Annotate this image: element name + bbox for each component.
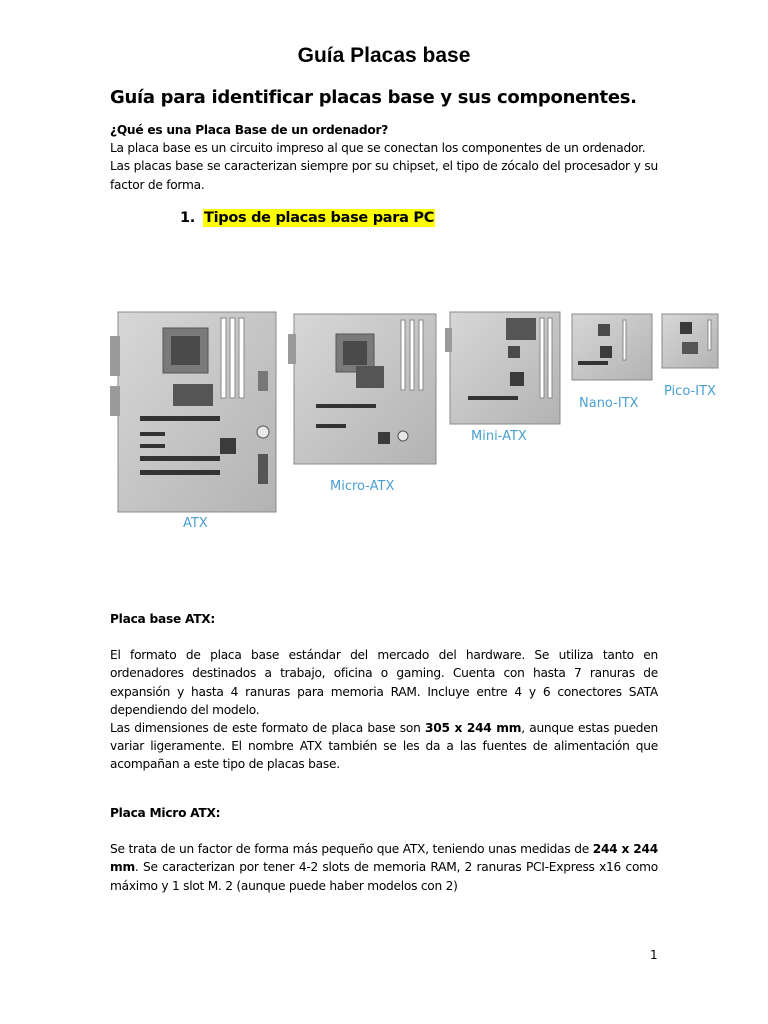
board-label-nanoitx: Nano-ITX: [579, 396, 639, 411]
atx-dimensions: 305 x 244 mm: [425, 721, 522, 736]
microatx-dimensions: 244 x 244 mm: [110, 842, 658, 875]
board-label-miniatx: Mini-ATX: [471, 429, 527, 444]
intro-line-2: Las placas base se caracterizan siempre por su chipset, el tipo de zócalo del procesador y su factor de forma.: [110, 159, 658, 192]
atx-section: [110, 610, 658, 774]
atx-heading: Placa base ATX:: [110, 612, 216, 626]
page-number: 1: [650, 948, 658, 962]
board-label-microatx: Micro-ATX: [330, 479, 395, 494]
intro-line-1: La placa base es un circuito impreso al que se conectan los componentes de un ordenador.: [110, 141, 646, 156]
section-heading-1: [180, 210, 435, 226]
atx-board: [110, 312, 276, 531]
picoitx-board: [662, 314, 718, 399]
section-number: 1.: [180, 210, 195, 226]
microatx-board: [288, 314, 436, 494]
nanoitx-board: [572, 314, 652, 411]
miniatx-board: [445, 312, 560, 444]
page-title: Guía Placas base: [297, 44, 471, 67]
atx-paragraph-1: El formato de placa base estándar del mercado del hardware. Se utiliza tanto en ordenadores destinados a trabajo, oficina o gaming. Cuenta con hasta 7 ranuras de expansión y hasta 4 ranuras para memoria RAM. Incluye entre 4 y 6 conectores SATA dependiendo del modelo.: [110, 648, 658, 717]
microatx-heading: Placa Micro ATX:: [110, 806, 221, 820]
microatx-section: [110, 804, 658, 895]
microatx-paragraph-1: Se trata de un factor de forma más pequeño que ATX, teniendo unas medidas de 244 x 244 mm. Se caracterizan por tener 4-2 slots de memoria RAM, 2 ranuras PCI-Express x16 como máximo y 1 slot M. 2 (aunque puede haber modelos con 2): [110, 842, 658, 893]
intro-block: [110, 121, 658, 194]
board-label-picoitx: Pico-ITX: [664, 384, 716, 399]
intro-question: ¿Qué es una Placa Base de un ordenador?: [110, 123, 389, 137]
page-subtitle: Guía para identificar placas base y sus componentes.: [110, 87, 637, 108]
section-heading-label: Tipos de placas base para PC: [204, 210, 435, 226]
atx-paragraph-2: Las dimensiones de este formato de placa base son 305 x 244 mm, aunque estas pueden variar ligeramente. El nombre ATX también se les da a las fuentes de alimentación que acompañan a este tipo de placas base.: [110, 721, 659, 772]
board-label-atx: ATX: [183, 516, 208, 531]
motherboard-sizes-figure: [108, 306, 728, 536]
